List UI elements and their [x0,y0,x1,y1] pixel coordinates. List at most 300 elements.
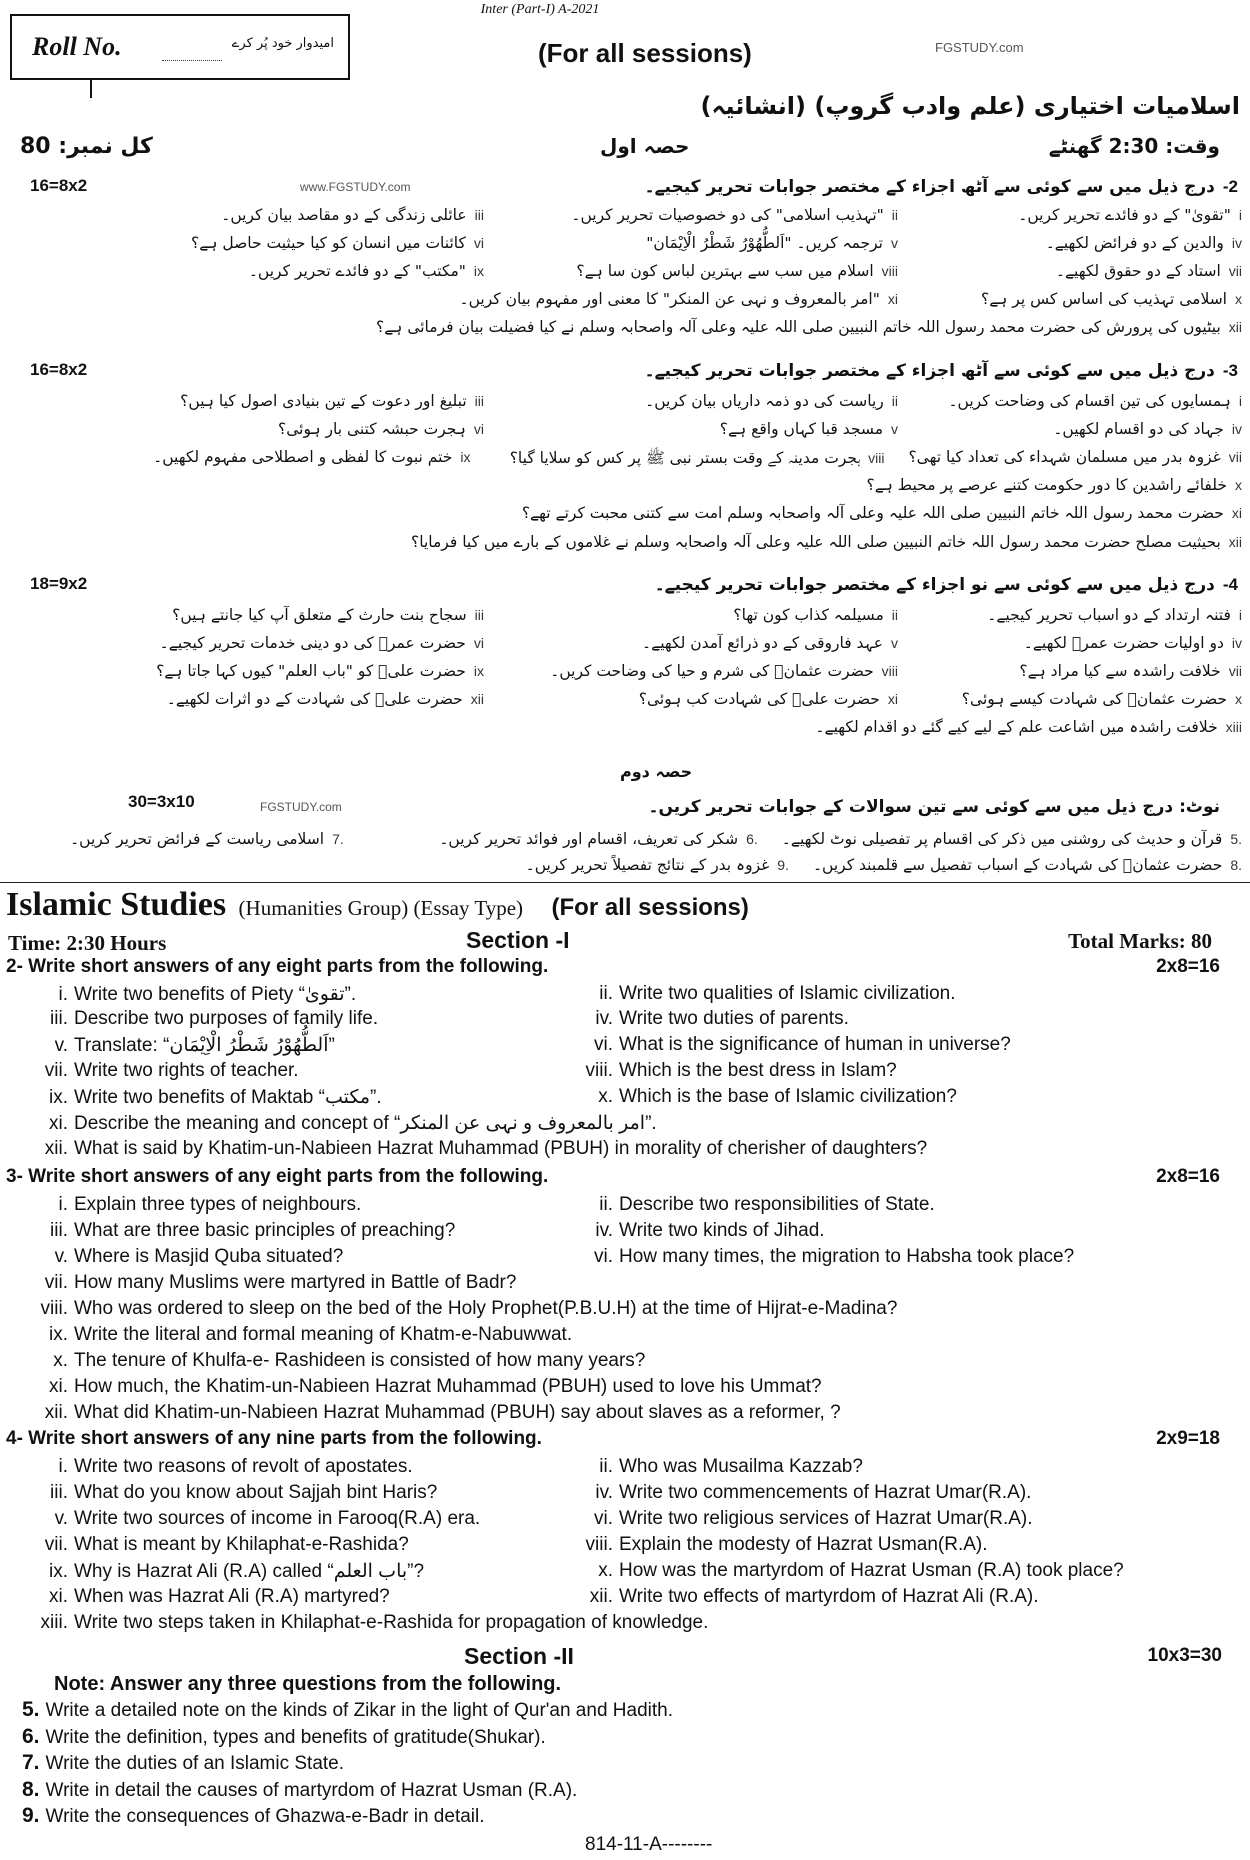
question-row [0,1324,1250,1348]
question-item [508,662,898,680]
question-row [0,1086,1250,1110]
item-text: Write two steps taken in Khilaphat-e-Rashida for propagation of knowledge. [74,1612,709,1633]
item-text: What are three basic principles of preaching? [74,1220,456,1241]
question-item [20,1508,480,1530]
question-row [0,1508,1250,1532]
question-item [922,634,1242,652]
question-row [0,1586,1250,1610]
question-item [160,634,484,652]
item-text: دو اولیات حضرت عمرؓ لکھیے۔ [1023,634,1224,652]
item-number: viii [868,450,885,466]
question-item [565,1560,1124,1582]
question-item [508,262,898,280]
question-item [20,1324,572,1346]
question-item [221,206,484,224]
question-heading-text: درج ذیل میں سے کوئی سے آٹھ اجزاء کے مختصر جوابات تحریر کیجیے۔ [644,361,1215,381]
question-item [922,690,1242,708]
question-row [12,856,1242,874]
item-text: ترجمہ کریں۔ "اَلطُّهُوْرُ شَطْرُ الْاِيْمَان" [646,234,883,252]
item-text: Why is Hazrat Ali (R.A) called “باب العلم”? [74,1561,425,1582]
question-row [12,234,1242,252]
item-number: v [891,421,898,437]
item-number: v. [54,1246,68,1267]
question-item [494,448,884,471]
english-title-row [6,886,749,924]
item-number: vii [1228,663,1242,679]
question-row [0,1272,1250,1296]
question-item [508,206,898,224]
question-row [12,690,1242,708]
item-number: iii [474,207,484,223]
watermark-mid: www.FGSTUDY.com [300,180,411,194]
item-text: The tenure of Khulfa-e- Rashideen is consisted of how many years? [74,1350,646,1371]
watermark-lower: FGSTUDY.com [260,800,342,814]
question-heading [655,574,1238,595]
question-item [565,1534,988,1556]
roll-number-field[interactable] [162,60,222,61]
item-text: مسجد قبا کہاں واقع ہے؟ [719,420,883,438]
item-text: What did Khatim-un-Nabieen Hazrat Muhammad (PBUH) say about slaves as a reformer, ? [74,1402,841,1423]
item-text: "تقویٰ" کے دو فائدے تحریر کریں۔ [1018,206,1231,224]
question-item [70,830,344,848]
item-text: ہمسایوں کی تین اقسام کی وضاحت کریں۔ [948,392,1231,410]
question-row [12,420,1242,438]
item-text: Write two rights of teacher. [74,1060,299,1081]
question-number: -2 [1222,177,1238,196]
question-item [815,718,1242,736]
question-item [922,662,1242,680]
item-text: Describe the meaning and concept of “امر بالمعروف و نہی عن المنکر”. [74,1113,657,1134]
item-text: تبلیغ اور دعوت کے تین بنیادی اصول کیا ہیں؟ [180,392,467,410]
question-item [782,830,1242,848]
item-number: 6. [746,831,758,847]
item-number: xii [470,691,484,707]
item-text: بیٹیوں کی پرورش کی حضرت محمد رسول اللہ خاتم النبیین صلی اللہ علیہ وعلی آلہ واصحابہ وسلم نے کیا فضیلت بیان فرمائی ہے؟ [376,318,1221,336]
question-row [12,504,1242,522]
english-title: Islamic Studies [6,886,227,923]
question-item [20,1376,822,1398]
item-text: How was the martyrdom of Hazrat Usman (R.A) took place? [619,1560,1124,1581]
question-item [508,690,898,708]
section-divider [0,882,1250,883]
urdu-time: وقت: 2:30 گھنٹے [1048,134,1220,158]
item-text: Write the duties of an Islamic State. [45,1753,345,1774]
item-number: x. [598,1560,613,1581]
question-item [156,662,484,680]
question-marks: 16=8x2 [30,176,88,195]
question-item [565,1086,957,1108]
item-number: 9. [22,1804,40,1827]
question-item [20,1112,657,1135]
question-row [12,262,1242,280]
question-row [0,1034,1250,1058]
question-item [508,634,898,652]
question-marks: 2x8=16 [1156,956,1220,977]
item-number: v [891,235,898,251]
item-number: xi [1231,505,1242,521]
item-text: حضرت علیؓ کو "باب العلم" کیوں کہا جاتا ہے؟ [156,662,466,680]
question-item [20,1060,299,1082]
question-item [20,1612,708,1634]
question-item [20,1086,382,1109]
item-number: vi [473,635,484,651]
item-text: عائلی زندگی کے دو مقاصد بیان کریں۔ [221,206,467,224]
question-row [12,533,1242,551]
item-number: viii [881,263,898,279]
question-item [368,830,758,848]
item-number: iii. [50,1220,68,1241]
item-number: 7. [332,831,344,847]
item-text: ہجرت مدینہ کے وقت بستر نبی ﷺ پر کس کو سلایا گیا؟ [509,449,861,467]
question-item [20,1456,413,1478]
item-text: "امر بالمعروف و نہی عن المنکر" کا معنی اور مفہوم بیان کریں۔ [459,290,880,308]
english-total-marks: Total Marks: 80 [1068,929,1212,953]
item-text: غزوہ بدر کے نتائج تفصیلاً تحریر کریں۔ [525,856,770,874]
item-text: Write two benefits of Maktab “مکتب”. [74,1087,382,1108]
question-number: -3 [1222,361,1238,380]
question-item [922,420,1242,438]
question-item [866,476,1242,494]
question-item [20,1272,516,1294]
question-item [20,1534,409,1556]
question-item [565,1482,1031,1504]
item-text: حضرت عثمانؓ کی شہادت کے اسباب تفصیل سے قلمبند کریں۔ [812,856,1223,874]
item-text: فتنہ ارتداد کے دو اسباب تحریر کیجیے۔ [987,606,1231,624]
question-item [399,856,789,874]
item-text: Write two religious services of Hazrat Umar(R.A). [619,1508,1033,1529]
question-row [0,1060,1250,1084]
item-text: "تہذیب اسلامی" کی دو خصوصیات تحریر کریں۔ [571,206,884,224]
item-number: ii [891,207,898,223]
item-text: حضرت عثمانؓ کی شہادت کیسے ہوئی؟ [961,690,1227,708]
item-text: Explain three types of neighbours. [74,1194,362,1215]
paper-code: Inter (Part-I) A-2021 [480,2,600,17]
item-number: viii. [585,1060,613,1081]
item-number: iii [474,393,484,409]
question-row [12,634,1242,652]
item-text: Who was Musailma Kazzab? [619,1456,863,1477]
sessions-label: (For all sessions) [538,38,752,68]
item-number: iv. [595,1220,613,1241]
question-row [12,606,1242,624]
urdu-part-two-note: نوٹ: درج ذیل میں سے کوئی سے تین سوالات کے جوابات تحریر کریں۔ [648,797,1220,817]
item-number: v. [54,1508,68,1529]
item-number: x [1235,477,1242,493]
item-text: Write in detail the causes of martyrdom of Hazrat Usman (R.A). [45,1779,578,1801]
question-row [12,476,1242,494]
item-text: Write two duties of parents. [619,1008,849,1029]
item-text: بحیثیت مصلح حضرت محمد رسول اللہ خاتم النبیین صلی اللہ علیہ وعلی آلہ واصحابہ وسلم نے غلاموں کے بارے میں کیا فرمایا؟ [411,533,1221,551]
item-number: vi. [594,1246,613,1267]
question-row [12,318,1242,336]
question-heading-text: درج ذیل میں سے کوئی سے نو اجزاء کے مختصر جوابات تحریر کیجیے۔ [654,575,1215,595]
question-item [20,1008,378,1030]
question-heading: 3- Write short answers of any eight parts from the following. [6,1166,549,1187]
question-item [20,983,356,1006]
question-item [172,606,484,624]
item-number: v [891,635,898,651]
item-text: مسیلمہ کذاب کون تھا؟ [733,606,884,624]
item-number: vii [1228,449,1242,465]
item-number: vi. [594,1034,613,1055]
item-text: Write two sources of income in Farooq(R.A) era. [74,1508,481,1529]
question-marks: 16=8x2 [30,360,88,379]
item-number: 5. [1230,831,1242,847]
item-text: How many Muslims were martyred in Battle of Badr? [74,1272,517,1293]
question-item [20,1034,335,1057]
urdu-title: اسلامیات اختیاری (علم وادب گروپ) (انشائیہ) [700,92,1240,120]
item-text: اسلامی ریاست کے فرائض تحریر کریں۔ [70,830,325,848]
question-row [12,830,1242,848]
question-item [908,448,1242,471]
item-number: xi [887,291,898,307]
question-row [0,1350,1250,1374]
item-number: xii. [589,1586,613,1607]
item-number: 8. [22,1777,40,1801]
item-text: Write two commencements of Hazrat Umar(R.A). [619,1482,1032,1503]
item-number: 7. [22,1751,40,1774]
item-text: Describe two purposes of family life. [74,1008,379,1029]
item-number: ii. [599,1194,613,1215]
item-number: vii [1228,263,1242,279]
item-text: جہاد کی دو اقسام لکھیں۔ [1053,420,1224,438]
item-text: What is meant by Khilaphat-e-Rashida? [74,1534,409,1555]
item-text: سجاح بنت حارث کے متعلق آپ کیا جانتے ہیں؟ [172,606,467,624]
question-item [922,234,1242,252]
item-number: i. [58,984,68,1005]
question-row [0,1456,1250,1480]
question-item [376,318,1242,336]
question-row [0,1112,1250,1136]
question-item [565,1508,1033,1530]
urdu-part-two-marks: 30=3x10 [128,792,195,811]
item-number: xii [1228,319,1242,335]
item-number: x. [598,1086,613,1107]
roll-label: Roll No. [32,32,122,61]
item-number: iv. [595,1008,613,1029]
question-item [922,290,1242,308]
item-number: ii [891,607,898,623]
item-number: xi. [49,1113,68,1134]
item-number: 9. [777,857,789,873]
urdu-total-marks: کل نمبر: 80 [20,134,153,159]
section-two-title: Section -II [464,1643,574,1669]
question-item [20,1220,455,1242]
question-item [153,448,470,471]
item-text: Write a detailed note on the kinds of Zikar in the light of Qur'an and Hadith. [45,1700,673,1721]
item-text: Which is the best dress in Islam? [619,1060,897,1081]
long-question [22,1698,673,1722]
question-row [0,1560,1250,1584]
long-question [22,1725,546,1749]
item-number: x. [53,1350,68,1371]
item-text: "مکتب" کے دو فائدے تحریر کریں۔ [248,262,466,280]
item-number: viii. [585,1534,613,1555]
item-text: Explain the modesty of Hazrat Usman(R.A). [619,1534,988,1555]
item-number: viii. [40,1298,68,1319]
item-number: iv. [595,1482,613,1503]
item-number: ix. [49,1324,68,1345]
item-text: What is the significance of human in universe? [619,1034,1011,1055]
item-text: Write two reasons of revolt of apostates. [74,1456,413,1477]
item-number: ix. [49,1087,68,1108]
item-number: iv [1231,635,1242,651]
question-heading [645,176,1238,197]
item-text: قرآن و حدیث کی روشنی میں ذکر کی اقسام پر تفصیلی نوٹ لکھیے۔ [781,830,1223,848]
item-number: ii. [599,1456,613,1477]
question-row [0,1612,1250,1636]
question-marks: 2x8=16 [1156,1166,1220,1187]
item-number: xii [1228,534,1242,550]
item-number: i [1238,207,1242,223]
item-number: 8. [1230,857,1242,873]
item-text: حضرت عثمانؓ کی شرم و حیا کی وضاحت کریں۔ [550,662,874,680]
question-row [12,206,1242,224]
question-marks: 18=9x2 [30,574,88,593]
item-number: ix [460,449,471,465]
item-text: Where is Masjid Quba situated? [74,1246,344,1267]
question-item [20,1586,390,1608]
question-item [191,234,484,252]
item-number: vi [473,421,484,437]
question-item [565,1194,935,1216]
question-item [922,606,1242,624]
question-item [20,1246,343,1268]
urdu-part-one: حصہ اول [600,134,690,158]
question-row [0,1534,1250,1558]
question-item [20,1138,927,1160]
question-heading: 4- Write short answers of any nine parts from the following. [6,1428,542,1449]
item-text: Write the consequences of Ghazwa-e-Badr in detail. [45,1806,485,1827]
item-text: کائنات میں انسان کو کیا حیثیت حاصل ہے؟ [191,234,466,252]
item-text: عہد فاروقی کے دو ذرائع آمدن لکھیے۔ [642,634,883,652]
question-item [460,290,898,308]
item-text: اسلامی تہذیب کی اساس کس پر ہے؟ [980,290,1227,308]
question-row [12,662,1242,680]
question-row [0,1008,1250,1032]
question-item [20,1402,841,1424]
question-item [508,234,898,252]
question-item [20,1298,897,1320]
question-row [0,1194,1250,1218]
item-text: Write the definition, types and benefits of gratitude(Shukar). [45,1726,546,1748]
item-number: iii [474,607,484,623]
pointer-mark [90,80,92,98]
item-number: xi [887,691,898,707]
question-row [0,1482,1250,1506]
item-text: حضرت علیؓ کی شہادت کے دو اثرات لکھیے۔ [166,690,463,708]
item-text: ختم نبوت کا لفظی و اصطلاحی مفہوم لکھیں۔ [153,448,453,466]
urdu-part-two: حصہ دوم [620,762,693,781]
item-text: شکر کی تعریف، اقسام اور فوائد تحریر کریں۔ [439,830,739,848]
long-question [22,1751,344,1775]
item-number: viii [881,663,898,679]
item-number: i. [58,1456,68,1477]
item-text: خلفائے راشدین کا دور حکومت کتنے عرصے پر محیط ہے؟ [866,476,1227,494]
question-item [565,1220,825,1242]
item-text: حضرت عمرؓ کی دو دینی خدمات تحریر کیجیے۔ [159,634,466,652]
question-item [565,1060,897,1082]
item-number: iii. [50,1482,68,1503]
question-item [411,533,1242,551]
item-text: How many times, the migration to Habsha took place? [619,1246,1075,1267]
item-number: i. [58,1194,68,1215]
question-item [20,1194,361,1216]
question-row [0,1138,1250,1162]
item-text: Describe two responsibilities of State. [619,1194,935,1215]
question-row [0,1402,1250,1426]
item-number: xiii [1225,719,1242,735]
item-text: اسلام میں سب سے بہترین لباس کون سا ہے؟ [576,262,874,280]
item-text: Which is the base of Islamic civilization? [619,1086,957,1107]
roll-number-box [10,14,350,80]
long-question [22,1804,485,1828]
question-item [565,1034,1011,1056]
item-number: i [1238,607,1242,623]
item-text: خلافت راشدہ سے کیا مراد ہے؟ [1019,662,1221,680]
item-text: ہجرت حبشہ کتنی بار ہوئی؟ [278,420,466,438]
question-item [249,262,484,280]
question-row [0,1246,1250,1270]
section-one-title: Section -I [466,927,570,953]
question-item [565,983,955,1005]
section-two-note: Note: Answer any three questions from the following. [54,1673,562,1695]
question-item [508,420,898,438]
item-text: What do you know about Sajjah bint Haris? [74,1482,438,1503]
item-text: Translate: “اَلطُّهُوْرُ شَطْرُ الْاِيْمَان” [74,1035,335,1056]
english-time: Time: 2:30 Hours [8,931,167,955]
question-item [508,606,898,624]
item-number: ix [473,663,484,679]
question-item [922,206,1242,224]
question-item [565,1008,849,1030]
item-number: vii. [44,1272,68,1293]
question-row [0,1298,1250,1322]
item-text: Who was ordered to sleep on the bed of the Holy Prophet(P.B.U.H) at the time of Hijrat-e-Madina? [74,1298,898,1319]
question-heading [645,360,1238,381]
item-text: Write two kinds of Jihad. [619,1220,825,1241]
question-item [167,690,484,708]
item-text: ریاست کی دو ذمہ داریاں بیان کریں۔ [645,392,884,410]
question-item [508,392,898,410]
item-number: iv [1231,421,1242,437]
question-item [565,1586,1039,1608]
item-number: x [1235,291,1242,307]
item-number: xi. [49,1376,68,1397]
item-text: What is said by Khatim-un-Nabieen Hazrat Muhammad (PBUH) in morality of cherisher of daughters? [74,1138,928,1159]
question-item [20,1350,645,1372]
question-item [180,392,484,410]
question-item [922,262,1242,280]
question-marks: 2x9=18 [1156,1428,1220,1449]
question-row [0,1220,1250,1244]
question-item [20,1482,437,1504]
question-item [278,420,484,438]
item-number: ii. [599,983,613,1004]
item-number: 5. [22,1698,40,1721]
item-text: استاد کے دو حقوق لکھیے۔ [1055,262,1221,280]
question-row [12,448,1242,471]
long-question [22,1778,577,1802]
item-number: vii. [44,1534,68,1555]
item-text: Write two effects of martyrdom of Hazrat Ali (R.A). [619,1586,1039,1607]
item-text: Write the literal and formal meaning of Khatm-e-Nabuwwat. [74,1324,573,1345]
question-row [0,1376,1250,1400]
item-number: x [1235,691,1242,707]
item-text: حضرت محمد رسول اللہ خاتم النبیین صلی اللہ علیہ وعلی آلہ واصحابہ وسلم امت سے کتنی محبت کرتے تھے؟ [521,504,1224,522]
item-text: حضرت علیؓ کی شہادت کب ہوئی؟ [638,690,880,708]
item-text: خلافت راشدہ میں اشاعت علم کے لیے کیے گئے دو اقدام لکھیے۔ [815,718,1218,736]
